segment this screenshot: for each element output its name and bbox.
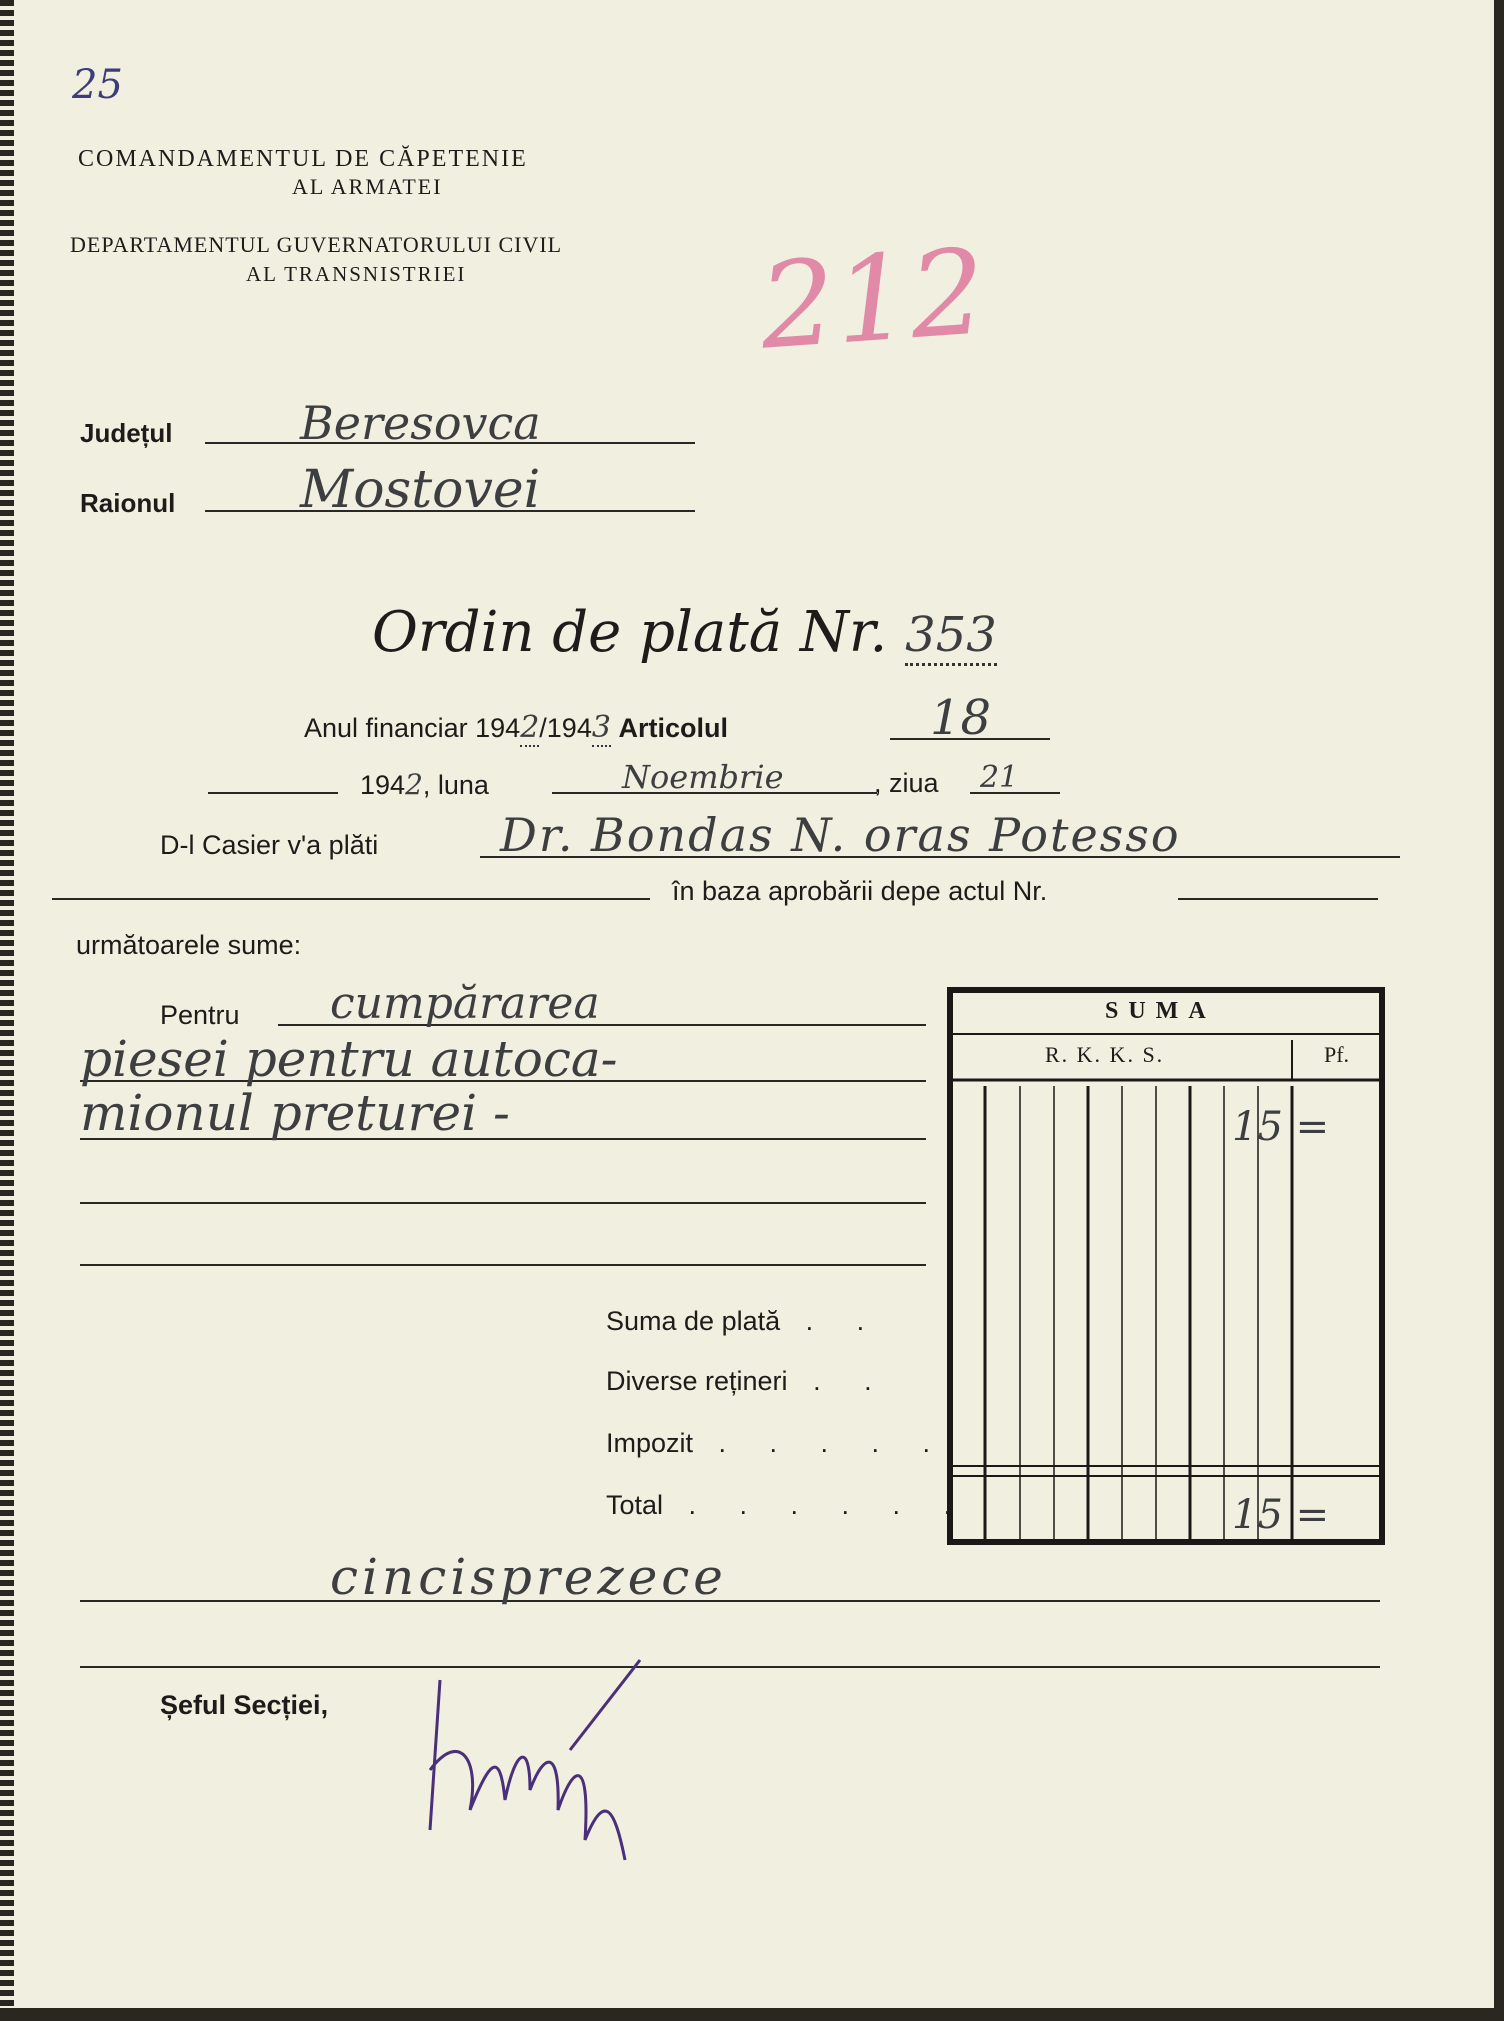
total-amount: 15 = — [1232, 1492, 1330, 1538]
raionul-label: Raionul — [80, 488, 176, 518]
judetul-label: Județul — [80, 418, 173, 448]
pentru-value-1: cumpărarea — [330, 978, 600, 1029]
diverse-label: Diverse rețineri . . — [606, 1366, 890, 1396]
date-year-digit: 2 — [405, 768, 423, 801]
casier-value: Dr. Bondas N. oras Potesso — [500, 808, 1181, 862]
signature — [390, 1640, 690, 1880]
anul-label: Anul financiar — [304, 713, 468, 743]
header-line-1: COMANDAMENTUL DE CĂPETENIE — [78, 146, 528, 172]
diverse-text: Diverse rețineri — [606, 1366, 788, 1396]
total-label: Total . . . . . . — [606, 1490, 970, 1520]
pentru-value-3: mionul preturei - — [80, 1084, 510, 1142]
suma-de-plata-text: Suma de plată — [606, 1306, 781, 1336]
impozit-text: Impozit — [606, 1428, 694, 1458]
luna-value: Noembrie — [622, 758, 784, 796]
total-text: Total — [606, 1490, 664, 1520]
casier-label: D-l Casier v'a plăti — [160, 830, 379, 860]
date-year-prefix: 194 — [360, 770, 406, 800]
suma-header: SUMA — [1105, 998, 1216, 1024]
words-value: cincisprezece — [330, 1548, 727, 1606]
suma-de-plata-label: Suma de plată . . — [606, 1306, 883, 1336]
stamp-number: 212 — [755, 222, 990, 376]
words-line — [80, 1600, 1380, 1602]
year2-prefix: /194 — [539, 713, 592, 743]
title-text: Ordin de plată Nr. — [372, 600, 888, 665]
header-line-4: AL TRANSNISTRIEI — [246, 262, 467, 286]
pentru-label: Pentru — [160, 1000, 240, 1030]
corner-number: 25 — [72, 62, 123, 108]
year1-prefix: 194 — [475, 713, 521, 743]
articol-label: Articolul — [618, 713, 728, 743]
year2-digit: 3 — [591, 710, 611, 745]
impozit-label: Impozit . . . . . — [606, 1428, 949, 1458]
words-line-2 — [80, 1666, 1380, 1668]
luna-label: , luna — [422, 770, 489, 800]
header-line-2: AL ARMATEI — [292, 174, 443, 199]
urmatoarele-label: următoarele sume: — [76, 930, 302, 960]
row-amount: 15 = — [1232, 1104, 1330, 1150]
pentru-value-2: piesei pentru autoca- — [80, 1030, 618, 1088]
order-number: 353 — [905, 607, 997, 666]
baza-label: în baza aprobării depe actul Nr. — [672, 876, 1048, 906]
judetul-value: Beresovca — [300, 396, 541, 450]
raionul-value: Mostovei — [300, 460, 541, 520]
header-line-3: DEPARTAMENTUL GUVERNATORULUI CIVIL — [70, 232, 563, 257]
ziua-label: , ziua — [874, 768, 939, 798]
ziua-value: 21 — [980, 760, 1019, 795]
sef-label: Șeful Secției, — [160, 1690, 329, 1720]
articol-value: 18 — [930, 690, 992, 746]
year1-digit: 2 — [520, 710, 540, 745]
suma-pf: Pf. — [1324, 1042, 1350, 1067]
suma-cols: R. K. K. S. — [1045, 1042, 1165, 1067]
